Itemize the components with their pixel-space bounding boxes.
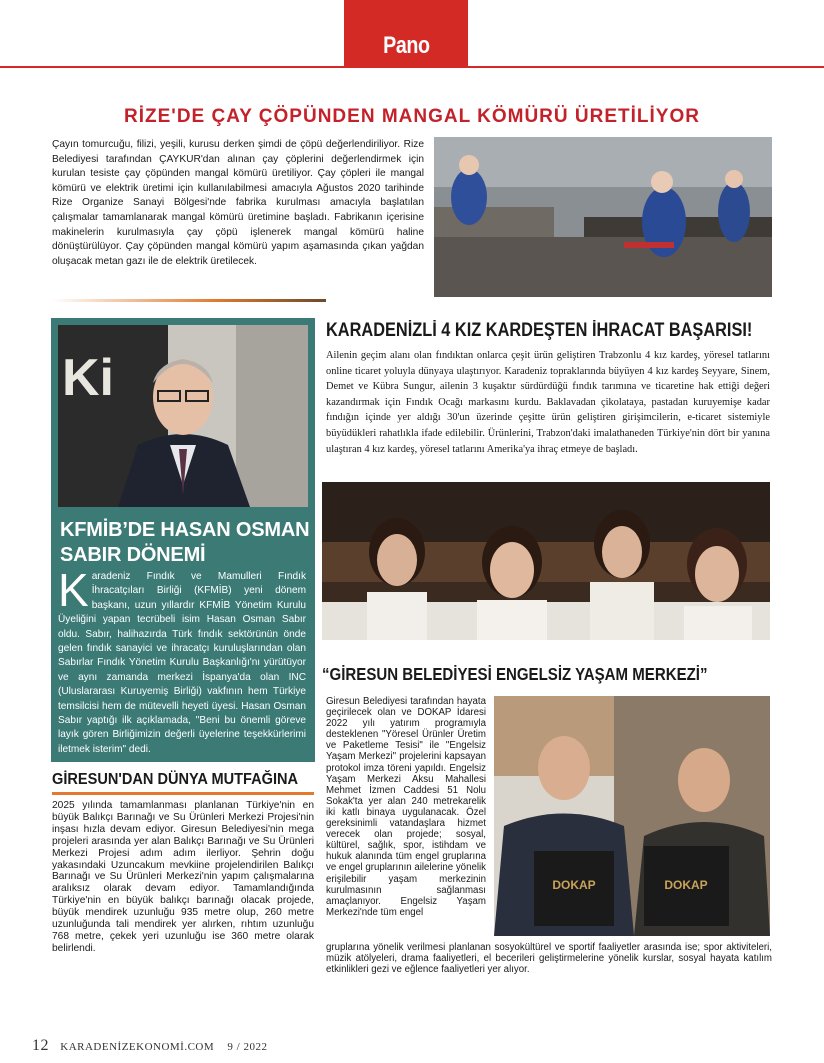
article3-title-line2: SABIR DÖNEMİ [60, 544, 206, 566]
protocol-photo [494, 696, 770, 936]
article3-title-line1: KFMİB’DE HASAN OSMAN [60, 519, 310, 541]
sisters-photo [322, 482, 770, 640]
article5-body: Giresun Belediyesi tarafından hayata geçirilecek olan ve DOKAP İdaresi 2022 yılı yatırım programıyla desteklenen "Yöresel Ürünler Üretim ve Paketleme Tesisi" ile "Engelsiz Yaşam Merkezi" projelerini kapsayan protokol imza töreni yapıldı. Engelsiz Yaşam Merkezi Aksu Mahallesi Mehmet İzmen Caddesi 51 Nolu Sokak'ta yer alan 240 metrekarelik iki katlı binaya uygulanacak. Özel gereksinimli vatandaşlara hizmet verecek olan projede; sosyal, kültürel, sağlık, spor, istihdam ve hukuk alanında tüm engel gruplarına ve engel gruplarının ailelerine yönelik erişilebilir yaşam merkezinin kurulmasının sağlanması amaçlanıyor. Engelsiz Yaşam Merkezi'nde tüm engel [326, 696, 486, 918]
portrait-photo [58, 325, 308, 507]
header-rule [0, 66, 824, 68]
article5-title: “GİRESUN BELEDİYESİ ENGELSİZ YAŞAM MERKEZİ” [322, 664, 708, 684]
article3-body: aradeniz Fındık ve Mamulleri Fındık İhracatçıları Birliği (KFMİB) yeni dönem başkanı, uzun yıllardır KFMİB Yönetim Kurulu Üyeliğini yapan tecrübeli isim Hasan Osman Sabır oldu. Sabır, halihazırda Türk fındık sektörünün önde gelen fındık sanayici ve ihracatçı kuruluşlarından olan Sabırlar Fındık Yönetim Kurulu Başkanlığı'nı yürütüyor ve aynı zamanda merkezi İspanya'da olan INC (Uluslararası Kuruyemiş Birliği) vakfının hem Türkiye temsilcisi hem de mütevelli heyeti üyesi. Hasan Osman Sabır yaptığı ilk açıklamada, "Beni bu önemli göreve layık gören Birliğimizin değerli üyelerine teşekkürlerimi iletmek isterim" dedi. [58, 571, 306, 755]
factory-photo [434, 137, 772, 297]
article1-title: RİZE'DE ÇAY ÇÖPÜNDEN MANGAL KÖMÜRÜ ÜRETİLİYOR [124, 106, 700, 127]
folder-label-2: DOKAP [664, 878, 708, 892]
footer-issue: 9 / 2022 [227, 1041, 268, 1053]
article4-title: GİRESUN'DAN DÜNYA MUTFAĞINA [52, 771, 299, 788]
article2-title: KARADENİZLİ 4 KIZ KARDEŞTEN İHRACAT BAŞARISI! [326, 320, 753, 341]
folder-label-1: DOKAP [552, 878, 596, 892]
article4-rule [52, 792, 314, 795]
drop-cap: K [58, 564, 89, 616]
section-label: Pano [382, 32, 430, 59]
portrait-logo-text: Ki [62, 349, 114, 407]
article4-body: 2025 yılında tamamlanması planlanan Türkiye'nin en büyük Balıkçı Barınağı ve Su Ürünleri Merkezi Projesi'nin inşası hızla devam ediyor. Giresun Belediyesi'nin mega projeleri arasında yer alan Balıkçı Barınağı ve Su Ürünleri Merkezi Projesi adım adım ilerliyor. Şehrin doğu yakasındaki Uzuncakum mevkiine projelendirilen Balıkçı Barınağı ve Su Ürünleri Merkezi'nin yapım çalışmalarına aralıksız olarak devam ediyor. Tamamlandığında Türkiye'nin en büyük balıkçı barınağı olacak projede, büyük mendirek uzunluğu 935 metre olup, 260 metre uzunluğunda tali mendirek yer alırken, rıhtım uzunluğu 768 metre, çekek yeri uzunluğu ise 360 metre olarak belirlendi. [52, 800, 314, 954]
article1-body: Çayın tomurcuğu, filizi, yeşili, kurusu derken şimdi de çöpü değerlendiriliyor. Rize Belediyesi tarafından ÇAYKUR'dan alınan çay çöplerini değerlendirmek için kurulan tesiste çay çöpünden mangal kömürü üretiliyor. Çay çöpleri ile mangal kömürü ve elektrik üretimi için kullanılabilmesi amacıyla Ağustos 2020 tarihinde Rize Organize Sanayi Bölgesi'nde fabrika kurulması amacıyla başlatılan çalışmalar tamamlanarak mangal kömürü üretimine başladı. Fabrikanın içerisine makinelerin kurulmasıyla çay çöpü işlenerek mangal kömürü haline dönüştürülüyor. Çay çöpünden mangal kömürü yapım aşamasında çıkan yağdan oluşacak metan gazı ile de elektrik üretilecek. [52, 139, 424, 267]
section-tab [344, 0, 468, 66]
article5-body-cont: gruplarına yönelik verilmesi planlanan sosyokültürel ve sportif faaliyetler arasında ise; spor aktiviteleri, müzik atölyeleri, drama faaliyetleri, el becerileri geliştirmelerine yönelik kurslar, sosyal hayata katılım etkinlikleri gezi ve eğlence faaliyetleri yer alıyor. [326, 942, 772, 976]
page-number: 12 [32, 1037, 49, 1054]
footer-site: KARADENİZEKONOMİ.COM [60, 1041, 215, 1053]
article2-body: Ailenin geçim alanı olan fındıktan onlarca çeşit ürün geliştiren Trabzonlu 4 kız kardeş, yöresel tatlarını online ticaret yoluyla dünyaya ulaştırıyor. Karadeniz topraklarında büyüyen 4 kız kardeş Seyyare, Sinem, Demet ve Kübra Sungur, ailenin 3 kuşaktır sürdürdüğü fındık tarımına ve ticaretine hak ettiği değeri kazandırmak için Fındık Ocağı markasını kurdu. Baklavadan çikolataya, pastadan kuruyemişe kadar fındığın içinde yer aldığı 30'un üzerinde çeşitte ürün geliştiren girişimcilerin, e-ticaret sistemiyle büyüdükleri rahatlıkla ifade edilebilir. Ürünlerini, Trabzon'daki imalathaneden Türkiye'nin dört bir yanına ulaştıran 4 kız kardeş, yöresel tatlarını Amerika'ya ihraç etmeye de başladı. [326, 350, 770, 455]
footer [32, 1037, 267, 1055]
article1-rule [52, 299, 326, 302]
article3-body-wrap [58, 564, 306, 757]
article3-title [60, 518, 310, 568]
